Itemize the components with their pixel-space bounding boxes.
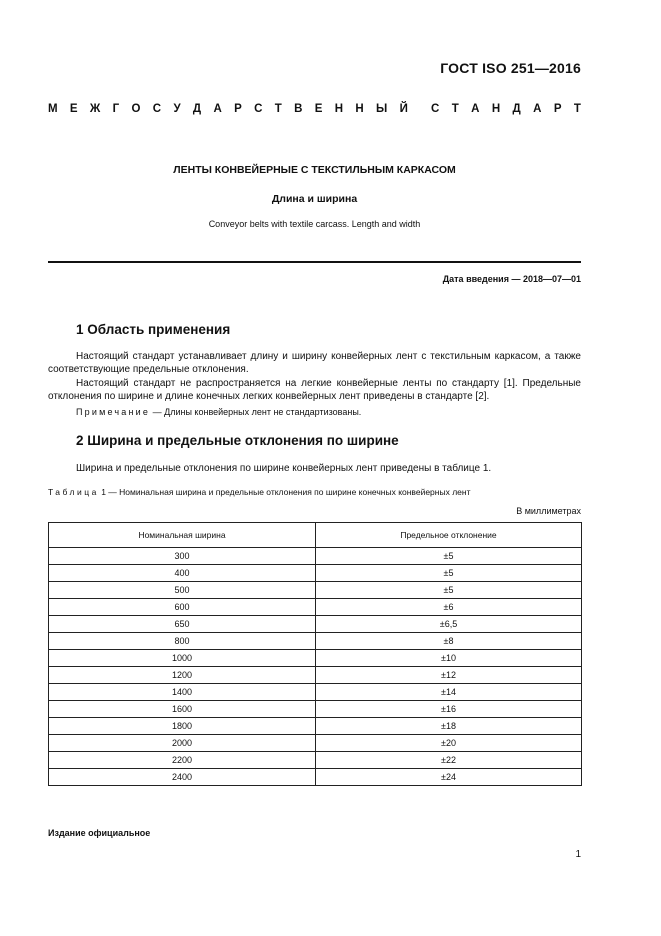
table-row bbox=[49, 667, 582, 684]
nominal-width-cell: 2200 bbox=[49, 752, 316, 769]
introduction-date: Дата введения — 2018—07—01 bbox=[442, 274, 581, 284]
nominal-width-cell: 2400 bbox=[49, 769, 316, 786]
banner-letter: Н bbox=[355, 103, 364, 115]
table-row bbox=[49, 735, 582, 752]
banner-letter: Й bbox=[399, 103, 408, 115]
document-number: ГОСТ ISO 251—2016 bbox=[440, 60, 581, 76]
nominal-width-cell: 300 bbox=[49, 548, 316, 565]
banner-letter: С bbox=[431, 103, 440, 115]
table-row bbox=[49, 701, 582, 718]
header-divider bbox=[48, 261, 581, 263]
banner-letter: Е bbox=[69, 103, 78, 115]
banner-letter: В bbox=[294, 103, 303, 115]
banner-letter: Т bbox=[573, 103, 581, 115]
section-2-title: 2 Ширина и предельные отклонения по ширине bbox=[76, 433, 399, 448]
table-row bbox=[49, 718, 582, 735]
section-2-paragraph: Ширина и предельные отклонения по ширине конвейерных лент приведены в таблице 1. bbox=[76, 463, 492, 474]
nominal-width-cell: 400 bbox=[49, 565, 316, 582]
table-row bbox=[49, 582, 582, 599]
tolerance-cell: ±22 bbox=[316, 752, 582, 769]
banner-letter: Г bbox=[112, 103, 120, 115]
banner-letter: Н bbox=[491, 103, 501, 115]
tolerance-cell: ±16 bbox=[316, 701, 582, 718]
banner-letter: Н bbox=[334, 103, 344, 115]
banner-letter: С bbox=[152, 103, 162, 115]
banner-letter: Ж bbox=[89, 103, 101, 115]
banner-letter: М bbox=[48, 103, 58, 115]
nominal-width-cell: 1800 bbox=[49, 718, 316, 735]
tolerance-cell: ±6,5 bbox=[316, 616, 582, 633]
table-units: В миллиметрах bbox=[516, 506, 581, 516]
tolerance-cell: ±5 bbox=[316, 548, 582, 565]
table-caption-text: 1 — Номинальная ширина и предельные отклонения по ширине конечных конвейерных лент bbox=[101, 487, 471, 497]
nominal-width-cell: 1400 bbox=[49, 684, 316, 701]
note-text: — Длины конвейерных лент не стандартизованы. bbox=[152, 407, 362, 417]
banner-letter: А bbox=[471, 103, 480, 115]
banner-word-standard bbox=[431, 103, 581, 115]
table-row bbox=[49, 565, 582, 582]
table-header-row bbox=[49, 523, 582, 548]
tolerance-cell: ±18 bbox=[316, 718, 582, 735]
banner-letter: А bbox=[533, 103, 542, 115]
tolerance-cell: ±12 bbox=[316, 667, 582, 684]
banner-letter: Ы bbox=[376, 103, 388, 115]
header-tolerance: Предельное отклонение bbox=[316, 523, 582, 548]
banner-letter: А bbox=[213, 103, 222, 115]
document-title: ЛЕНТЫ КОНВЕЙЕРНЫЕ С ТЕКСТИЛЬНЫМ КАРКАСОМ bbox=[173, 164, 456, 176]
section-1-paragraph-1: Настоящий стандарт устанавливает длину и ширину конвейерных лент с текстильным каркасом, а также соответствующие предельные отклонения. bbox=[48, 351, 581, 375]
tolerance-cell: ±8 bbox=[316, 633, 582, 650]
nominal-width-cell: 800 bbox=[49, 633, 316, 650]
note bbox=[76, 407, 361, 417]
tolerance-cell: ±14 bbox=[316, 684, 582, 701]
banner-letter: С bbox=[254, 103, 263, 115]
nominal-width-cell: 500 bbox=[49, 582, 316, 599]
banner-letter: Д bbox=[192, 103, 202, 115]
table-row bbox=[49, 752, 582, 769]
table-row bbox=[49, 684, 582, 701]
table-row bbox=[49, 633, 582, 650]
tolerance-cell: ±5 bbox=[316, 582, 582, 599]
page-number: 1 bbox=[575, 849, 581, 860]
nominal-width-cell: 1200 bbox=[49, 667, 316, 684]
table-row bbox=[49, 616, 582, 633]
tolerance-cell: ±10 bbox=[316, 650, 582, 667]
english-title: Conveyor belts with textile carcass. Length and width bbox=[208, 219, 421, 229]
banner-letter: О bbox=[131, 103, 141, 115]
tolerance-cell: ±6 bbox=[316, 599, 582, 616]
tolerance-cell: ±20 bbox=[316, 735, 582, 752]
nominal-width-cell: 1000 bbox=[49, 650, 316, 667]
table-row bbox=[49, 548, 582, 565]
table-caption bbox=[48, 487, 470, 497]
tolerance-cell: ±5 bbox=[316, 565, 582, 582]
table-row bbox=[49, 769, 582, 786]
nominal-width-cell: 1600 bbox=[49, 701, 316, 718]
banner-letter: Е bbox=[314, 103, 323, 115]
table-row bbox=[49, 599, 582, 616]
tolerance-cell: ±24 bbox=[316, 769, 582, 786]
table-row bbox=[49, 650, 582, 667]
nominal-width-cell: 650 bbox=[49, 616, 316, 633]
banner-letter: У bbox=[173, 103, 181, 115]
banner-letter: Т bbox=[274, 103, 282, 115]
width-tolerance-table bbox=[48, 522, 582, 786]
nominal-width-cell: 2000 bbox=[49, 735, 316, 752]
banner-letter: Т bbox=[451, 103, 459, 115]
table-caption-label: Таблица bbox=[48, 487, 99, 497]
banner-letter: Р bbox=[553, 103, 562, 115]
edition-label: Издание официальное bbox=[48, 828, 151, 838]
banner-letter: Р bbox=[234, 103, 242, 115]
header-nominal-width: Номинальная ширина bbox=[49, 523, 316, 548]
nominal-width-cell: 600 bbox=[49, 599, 316, 616]
standard-banner bbox=[48, 103, 581, 115]
note-label: Примечание bbox=[76, 407, 151, 417]
section-1-title: 1 Область применения bbox=[76, 322, 231, 337]
banner-word-interstate bbox=[48, 103, 408, 115]
section-1-paragraph-2: Настоящий стандарт не распространяется на легкие конвейерные ленты по стандарту [1]. Предельные отклонения по ширине и длине конечных легких конвейерных лент приведены в стандарте [2]. bbox=[48, 378, 581, 402]
document-subtitle: Длина и ширина bbox=[271, 193, 358, 205]
banner-letter: Д bbox=[512, 103, 521, 115]
